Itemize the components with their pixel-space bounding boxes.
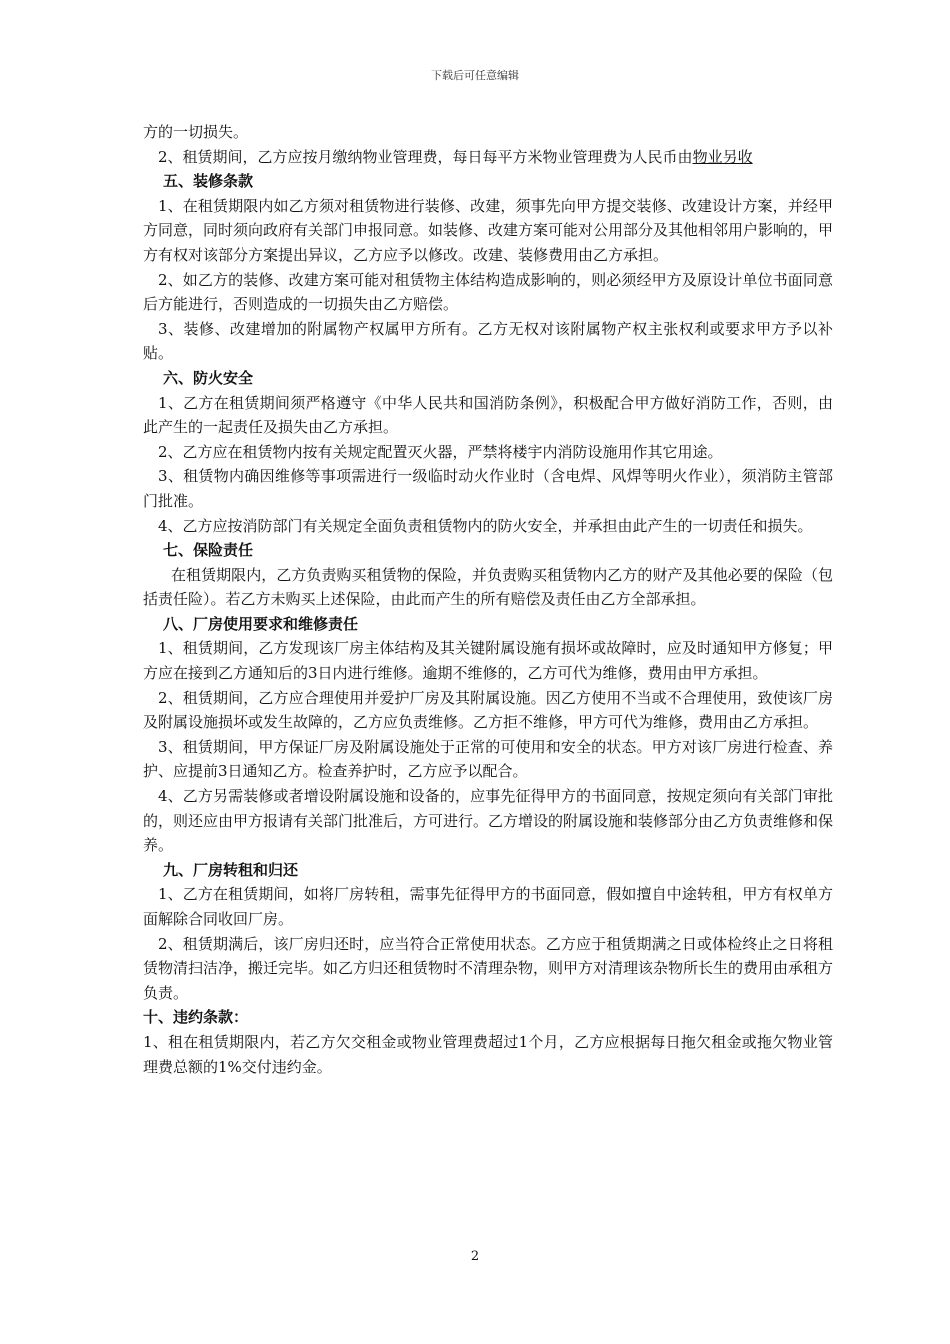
paragraph-continuation: 方的一切损失。 — [143, 123, 249, 141]
clause-5-2: 2、如乙方的装修、改建方案可能对租赁物主体结构造成影响的，则必须经甲方及原设计单位书面同意后方能进行，否则造成的一切损失由乙方赔偿。 — [143, 270, 833, 314]
clause-10-1: 1、租在租赁期限内，若乙方欠交租金或物业管理费超过1个月，乙方应根据每日拖欠租金或拖欠物业管理费总额的1%交付违约金。 — [143, 1032, 833, 1076]
clause-6-2: 2、乙方应在租赁物内按有关规定配置灭火器，严禁将楼宇内消防设施用作其它用途。 — [158, 442, 723, 461]
section-heading-8: 八、厂房使用要求和维修责任 — [163, 614, 359, 633]
clause-4-2 — [143, 145, 833, 170]
clause-6-3: 3、租赁物内确因维修等事项需进行一级临时动火作业时（含电焊、风焊等明火作业），须消防主管部门批准。 — [143, 467, 833, 510]
document-body — [143, 120, 833, 1079]
page-header: 下载后可任意编辑 — [431, 69, 519, 82]
clause-9-2: 2、租赁期满后，该厂房归还时，应当符合正常使用状态。乙方应于租赁期满之日或体检终止之日将租赁物清扫洁净，搬迁完毕。如乙方归还租赁物时不清理杂物，则甲方对清理该杂物所长生的费用由承租方负责。 — [143, 934, 834, 1002]
section-heading-6: 六、防火安全 — [163, 368, 254, 387]
clause-7: 在租赁期限内，乙方负责购买租赁物的保险，并负责购买租赁物内乙方的财产及其他必要的保险（包括责任险）。若乙方未购买上述保险，由此而产生的所有赔偿及责任由乙方全部承担。 — [143, 565, 833, 609]
clause-4-2-underlined: 物业另收 — [692, 147, 753, 166]
section-heading-7: 七、保险责任 — [163, 541, 254, 560]
section-heading-9: 九、厂房转租和归还 — [163, 860, 299, 879]
clause-9-1: 1、乙方在租赁期间，如将厂房转租，需事先征得甲方的书面同意，假如擅自中途转租，甲方有权单方面解除合同收回厂房。 — [143, 885, 833, 928]
clause-8-2: 2、租赁期间，乙方应合理使用并爱护厂房及其附属设施。因乙方使用不当或不合理使用，致使该厂房及附属设施损坏或发生故障的，乙方应负责维修。乙方拒不维修，甲方可代为维修，费用由乙方承担。 — [143, 688, 833, 732]
clause-5-3: 3、装修、改建增加的附属物产权属甲方所有。乙方无权对该附属物产权主张权利或要求甲方予以补贴。 — [143, 319, 833, 363]
section-heading-10: 十、违约条款： — [143, 1008, 249, 1027]
clause-8-3: 3、租赁期间，甲方保证厂房及附属设施处于正常的可使用和安全的状态。甲方对该厂房进行检查、养护、应提前3日通知乙方。检查养护时，乙方应予以配合。 — [143, 737, 833, 781]
clause-6-1: 1、乙方在租赁期间须严格遵守《中华人民共和国消防条例》，积极配合甲方做好消防工作，否则，由此产生的一起责任及损失由乙方承担。 — [143, 393, 833, 437]
page-number: 2 — [470, 1249, 480, 1264]
clause-8-4: 4、乙方另需装修或者增设附属设施和设备的，应事先征得甲方的书面同意，按规定须向有关部门审批的，则还应由甲方报请有关部门批准后，方可进行。乙方增设的附属设施和装修部分由乙方负责维修和保养。 — [143, 787, 834, 855]
clause-8-1: 1、租赁期间，乙方发现该厂房主体结构及其关键附属设施有损坏或故障时，应及时通知甲方修复；甲方应在接到乙方通知后的3日内进行维修。逾期不维修的，乙方可代为维修，费用由甲方承担。 — [143, 639, 833, 683]
clause-5-1: 1、在租赁期限内如乙方须对租赁物进行装修、改建，须事先向甲方提交装修、改建设计方案，并经甲方同意，同时须向政府有关部门申报同意。如装修、改建方案可能对公用部分及其他相邻用户影响的，甲方有权对该部分方案提出异议，乙方应予以修改。改建、装修费用由乙方承担。 — [143, 196, 834, 264]
clause-6-4: 4、乙方应按消防部门有关规定全面负责租赁物内的防火安全，并承担由此产生的一切责任和损失。 — [158, 516, 813, 535]
clause-4-2-text: 2、租赁期间，乙方应按月缴纳物业管理费，每日每平方米物业管理费为人民币由 — [158, 147, 693, 166]
section-heading-5: 五、装修条款 — [163, 172, 254, 191]
